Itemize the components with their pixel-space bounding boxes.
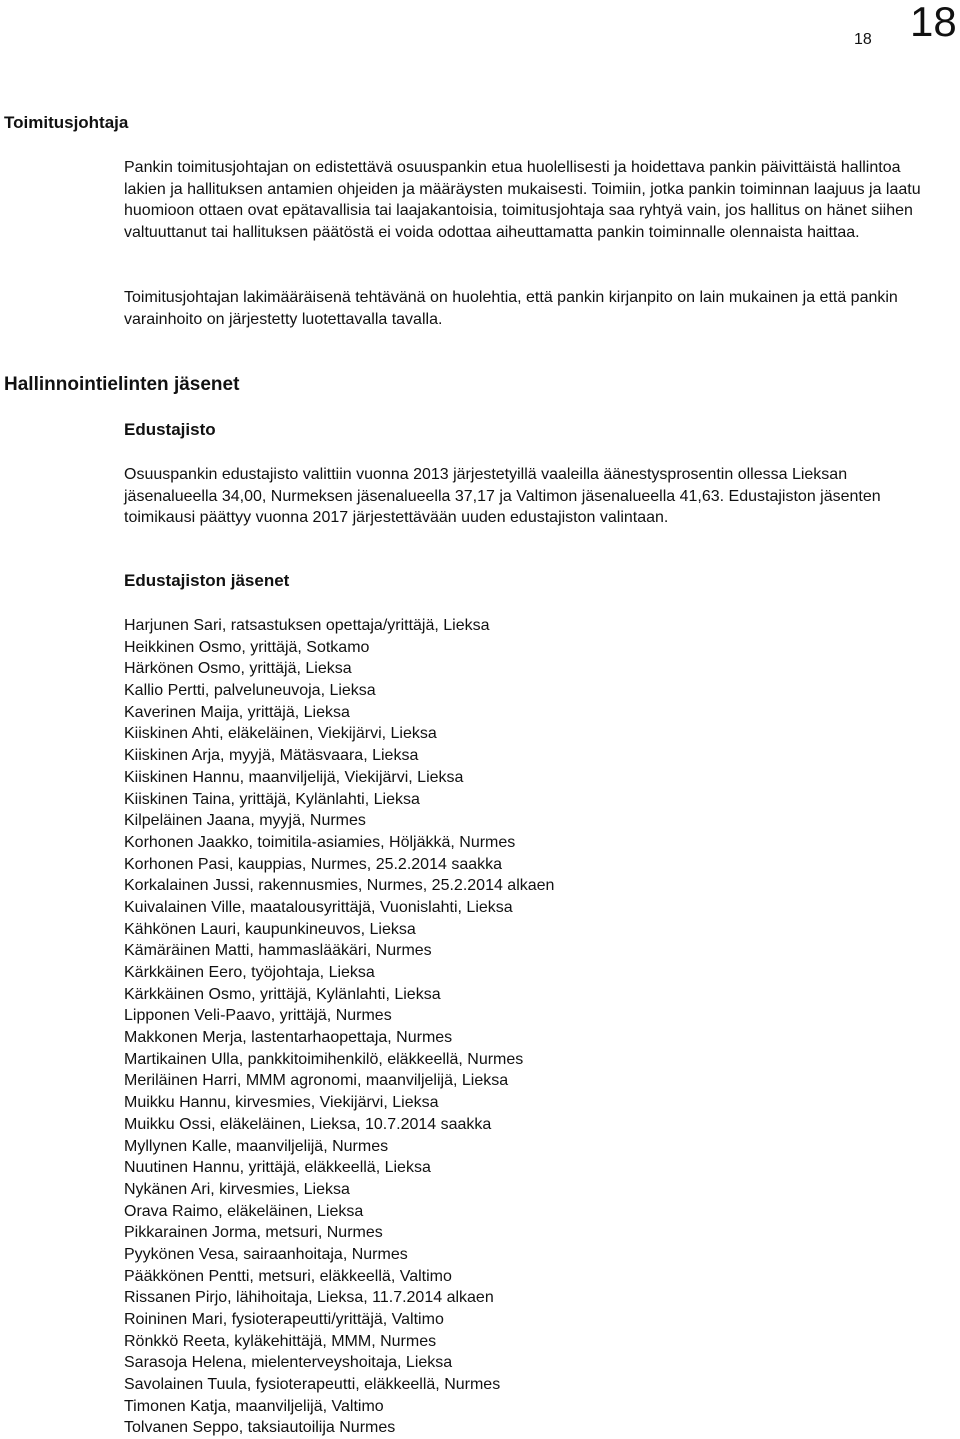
member-list-item: Lipponen Veli-Paavo, yrittäjä, Nurmes xyxy=(124,1007,392,1025)
member-list-item: Nuutinen Hannu, yrittäjä, eläkkeellä, Lieksa xyxy=(124,1159,431,1177)
member-list-item: Makkonen Merja, lastentarhaopettaja, Nurmes xyxy=(124,1029,453,1047)
paragraph-toimitusjohtaja-statutory: Toimitusjohtajan lakimääräisenä tehtävänä on huolehtia, että pankin kirjanpito on lain mukainen ja että pankin varainhoito on järjestetty luotettavalla tavalla. xyxy=(124,289,898,328)
heading-toimitusjohtaja: Toimitusjohtaja xyxy=(4,113,129,132)
paragraph-edustajisto-election: Osuuspankin edustajisto valittiin vuonna 2013 järjestetyillä vaaleilla äänestysprosentin ollessa Lieksan jäsenalueella 34,00, Nurmeksen jäsenalueella 37,17 ja Valtimon jäsenalueella 41,63. Edustajiston jäsenten toimikausi päättyy vuonna 2017 järjestettävään uuden edustajiston valintaan. xyxy=(124,466,881,527)
page-number-small: 18 xyxy=(854,31,872,48)
paragraph-toimitusjohtaja-duties: Pankin toimitusjohtajan on edistettävä osuuspankin etua huolellisesti ja hoidettava pankin päivittäistä hallintoa lakien ja hallituksen antamien ohjeiden ja määräysten mukaisesti. Toimiin, jotka pankin toiminnan laajuus ja laatu huomioon ottaen ovat epätavallisia tai laajakantoisia, toimitusjohtaja saa ryhtyä vain, jos hallitus on hänet siihen valtuuttanut tai hallituksen päätöstä ei voida odottaa aiheuttamatta pankin toiminnalle olennaista haittaa. xyxy=(124,159,921,241)
member-list-item: Muikku Hannu, kirvesmies, Viekijärvi, Lieksa xyxy=(124,1094,439,1112)
member-list-item: Kärkkäinen Eero, työjohtaja, Lieksa xyxy=(124,964,375,981)
heading-edustajisto: Edustajisto xyxy=(124,420,216,439)
member-list-item: Korhonen Pasi, kauppias, Nurmes, 25.2.2014 saakka xyxy=(124,855,503,873)
member-list-item: Kaverinen Maija, yrittäjä, Lieksa xyxy=(124,703,350,721)
member-list-item: Sarasoja Helena, mielenterveyshoitaja, Lieksa xyxy=(124,1354,453,1372)
member-list-item: Roininen Mari, fysioterapeutti/yrittäjä, Valtimo xyxy=(124,1311,444,1328)
member-list-item: Savolainen Tuula, fysioterapeutti, eläkkeellä, Nurmes xyxy=(124,1376,501,1394)
member-list-item: Rissanen Pirjo, lähihoitaja, Lieksa, 11.7.2014 alkaen xyxy=(124,1289,494,1307)
member-list-item: Meriläinen Harri, MMM agronomi, maanviljelijä, Lieksa xyxy=(124,1072,509,1090)
member-list-item: Rönkkö Reeta, kyläkehittäjä, MMM, Nurmes xyxy=(124,1332,437,1350)
member-list-item: Kiiskinen Arja, myyjä, Mätäsvaara, Lieksa xyxy=(124,747,419,765)
member-list-item: Kuivalainen Ville, maatalousyrittäjä, Vuonislahti, Lieksa xyxy=(124,898,513,916)
member-list-item: Harjunen Sari, ratsastuksen opettaja/yrittäjä, Lieksa xyxy=(124,617,490,634)
heading-edustajiston-jasenet: Edustajiston jäsenet xyxy=(124,571,290,590)
member-list-item: Korkalainen Jussi, rakennusmies, Nurmes, 25.2.2014 alkaen xyxy=(124,877,555,895)
member-list-item: Kiiskinen Taina, yrittäjä, Kylänlahti, Lieksa xyxy=(124,790,420,808)
member-list-item: Muikku Ossi, eläkeläinen, Lieksa, 10.7.2014 saakka xyxy=(124,1115,492,1133)
member-list-item: Kähkönen Lauri, kaupunkineuvos, Lieksa xyxy=(124,920,416,938)
member-list-item: Martikainen Ulla, pankkitoimihenkilö, eläkkeellä, Nurmes xyxy=(124,1050,524,1068)
member-list-item: Kilpeläinen Jaana, myyjä, Nurmes xyxy=(124,812,366,830)
member-list-item: Timonen Katja, maanviljelijä, Valtimo xyxy=(124,1397,384,1415)
member-list-item: Nykänen Ari, kirvesmies, Lieksa xyxy=(124,1180,350,1198)
member-list-item: Härkönen Osmo, yrittäjä, Lieksa xyxy=(124,660,352,678)
member-list-item: Pyykönen Vesa, sairaanhoitaja, Nurmes xyxy=(124,1245,408,1263)
member-list-item: Kallio Pertti, palveluneuvoja, Lieksa xyxy=(124,682,376,700)
member-list-item: Orava Raimo, eläkeläinen, Lieksa xyxy=(124,1202,364,1220)
page-number-large: 18 xyxy=(910,0,957,45)
member-list-item: Pikkarainen Jorma, metsuri, Nurmes xyxy=(124,1224,383,1242)
member-list-item: Kärkkäinen Osmo, yrittäjä, Kylänlahti, Lieksa xyxy=(124,985,441,1003)
member-list-item: Heikkinen Osmo, yrittäjä, Sotkamo xyxy=(124,638,370,656)
heading-hallinnointielinten-jasenet: Hallinnointielinten jäsenet xyxy=(4,374,240,395)
member-list-item: Tolvanen Seppo, taksiautoilija Nurmes xyxy=(124,1419,396,1437)
member-list-item: Korhonen Jaakko, toimitila-asiamies, Höljäkkä, Nurmes xyxy=(124,833,516,851)
member-list-item: Myllynen Kalle, maanviljelijä, Nurmes xyxy=(124,1137,389,1155)
member-list-item: Pääkkönen Pentti, metsuri, eläkkeellä, Valtimo xyxy=(124,1267,452,1285)
member-list xyxy=(124,615,554,1439)
member-list-item: Kiiskinen Ahti, eläkeläinen, Viekijärvi, Lieksa xyxy=(124,725,437,743)
member-list-item: Kämäräinen Matti, hammaslääkäri, Nurmes xyxy=(124,942,432,960)
member-list-item: Kiiskinen Hannu, maanviljelijä, Viekijärvi, Lieksa xyxy=(124,768,464,786)
